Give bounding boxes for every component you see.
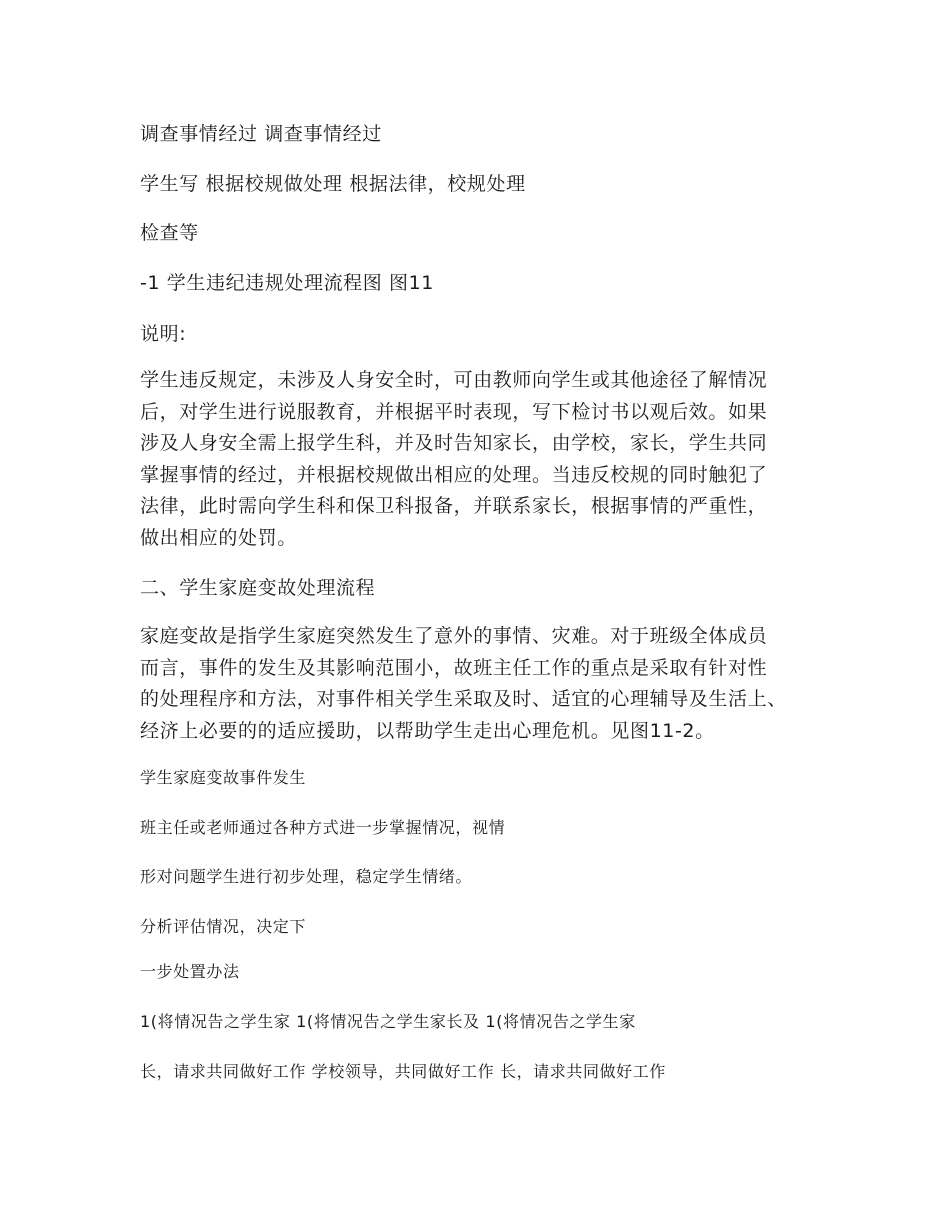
- family-change-paragraph: [140, 621, 830, 747]
- flowchart-text-line: 长，请求共同做好工作 学校领导，共同做好工作 长，请求共同做好工作: [140, 1062, 666, 1081]
- flowchart-text-line: 一步处置办法: [140, 962, 240, 981]
- paragraph-line: 掌握事情的经过，并根据校规做出相应的处理。当违反校规的同时触犯了: [140, 463, 768, 486]
- paragraph-line: 做出相应的处罚。: [140, 526, 297, 549]
- flowchart-text-line: 形对问题学生进行初步处理，稳定学生情绪。: [140, 867, 473, 886]
- paragraph-line: 涉及人身安全需上报学生科，并及时告知家长，由学校，家长，学生共同: [140, 432, 768, 454]
- figure-caption: -1 学生违纪违规处理流程图 图11: [140, 272, 435, 294]
- paragraph-line: 经济上必要的的适应援助，以帮助学生走出心理危机。见图11-2。: [140, 719, 715, 742]
- flowchart-text-line: 学生写 根据校规做处理 根据法律，校规处理: [140, 173, 526, 195]
- flowchart-text-line: 分析评估情况，决定下: [140, 917, 307, 936]
- flowchart-text-line: 班主任或老师通过各种方式进一步掌握情况，视情: [140, 818, 506, 837]
- explanation-paragraph: [140, 365, 830, 554]
- section-heading: 二、学生家庭变故处理流程: [140, 577, 376, 599]
- flowchart-text-line: 学生家庭变故事件发生: [140, 768, 307, 787]
- flowchart-text-line: 1(将情况告之学生家 1(将情况告之学生家长及 1(将情况告之学生家: [140, 1012, 636, 1031]
- paragraph-line: 的处理程序和方法，对事件相关学生采取及时、适宜的心理辅导及生活上、: [140, 688, 787, 710]
- flowchart-text-line: 检查等: [140, 222, 199, 244]
- paragraph-line: 学生违反规定，未涉及人身安全时，可由教师向学生或其他途径了解情况: [140, 369, 768, 391]
- paragraph-line: 家庭变故是指学生家庭突然发生了意外的事情、灾难。对于班级全体成员: [140, 625, 768, 647]
- flowchart-text-line: 调查事情经过 调查事情经过: [140, 123, 382, 145]
- paragraph-line: 而言，事件的发生及其影响范围小，故班主任工作的重点是采取有针对性: [140, 656, 768, 679]
- paragraph-line: 后，对学生进行说服教育，并根据平时表现，写下检讨书以观后效。如果: [140, 400, 768, 423]
- paragraph-line: 法律，此时需向学生科和保卫科报备，并联系家长，根据事情的严重性，: [140, 495, 768, 517]
- explanation-label: 说明:: [140, 323, 187, 345]
